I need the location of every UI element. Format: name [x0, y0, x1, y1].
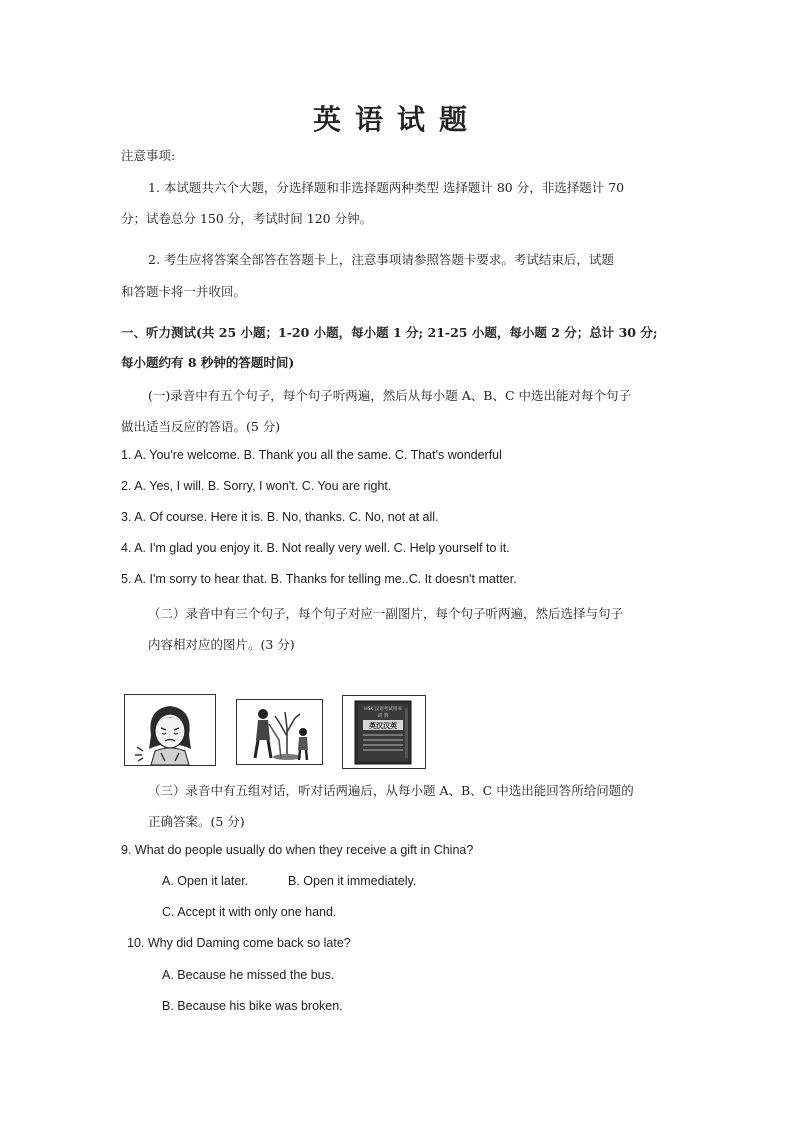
question-10: 10. Why did Daming come back so late? [127, 936, 351, 950]
picture-planting-tree [236, 699, 323, 765]
question-10-option-a: A. Because he missed the bus. [162, 968, 335, 982]
part1-instructions-line1: (一)录音中有五个句子，每个句子听两遍，然后从每小题 A、B、C 中选出能对每个句子 [148, 388, 631, 403]
question-5: 5. A. I'm sorry to hear that. B. Thanks for telling me..C. It doesn't matter. [121, 572, 517, 586]
picture-dictionary [342, 695, 426, 769]
part2-instructions-line2: 内容相对应的图片。(3 分) [148, 637, 295, 652]
notice-2-line1: 2. 考生应将答案全部答在答题卡上，注意事项请参照答题卡要求。考试结束后，试题 [148, 252, 614, 267]
question-3: 3. A. Of course. Here it is. B. No, thanks. C. No, not at all. [121, 510, 439, 524]
question-2: 2. A. Yes, I will. B. Sorry, I won't. C. You are right. [121, 479, 392, 493]
picture-sad-girl [124, 694, 216, 766]
part1-instructions-line2: 做出适当反应的答语。(5 分) [121, 419, 281, 434]
dictionary-title: 英汉汉英 [369, 722, 397, 730]
notice-1-line1: 1. 本试题共六个大题，分选择题和非选择题两种类型 选择题计 80 分，非选择题计 70 [148, 180, 625, 195]
question-10-option-b: B. Because his bike was broken. [162, 999, 343, 1013]
question-1: 1. A. You're welcome. B. Thank you all the same. C. That's wonderful [121, 448, 502, 462]
part2-instructions-line1: （二）录音中有三个句子，每个句子对应一副图片，每个句子听两遍，然后选择与句子 [148, 606, 624, 621]
part3-instructions-line1: （三）录音中有五组对话，听对话两遍后，从每小题 A、B、C 中选出能回答所给问题的 [148, 783, 634, 798]
part3-instructions-line2: 正确答案。(5 分) [148, 814, 245, 829]
question-9-option-c: C. Accept it with only one hand. [162, 905, 337, 919]
notice-2-line2: 和答题卡将一并收回。 [121, 284, 247, 299]
section1-heading-line2: 每小题约有 8 秒钟的答题时间) [121, 355, 295, 370]
question-4: 4. A. I'm glad you enjoy it. B. Not really very well. C. Help yourself to it. [121, 541, 510, 555]
section1-heading-line1: 一、听力测试(共 25 小题；1-20 小题，每小题 1 分; 21-25 小题，每小题 2 分；总计 30 分; [121, 325, 658, 340]
page-title: 英语试题 [312, 103, 481, 136]
dictionary-top-text: HSK 汉语考试用书 [364, 707, 402, 712]
question-9: 9. What do people usually do when they receive a gift in China? [121, 843, 474, 857]
dictionary-subtitle: 词 典 [377, 713, 389, 719]
question-9-option-a: A. Open it later. [162, 874, 249, 888]
notice-1-line2: 分；试卷总分 150 分，考试时间 120 分钟。 [121, 211, 373, 226]
notice-heading: 注意事项: [121, 148, 176, 163]
question-9-option-b: B. Open it immediately. [288, 874, 417, 888]
